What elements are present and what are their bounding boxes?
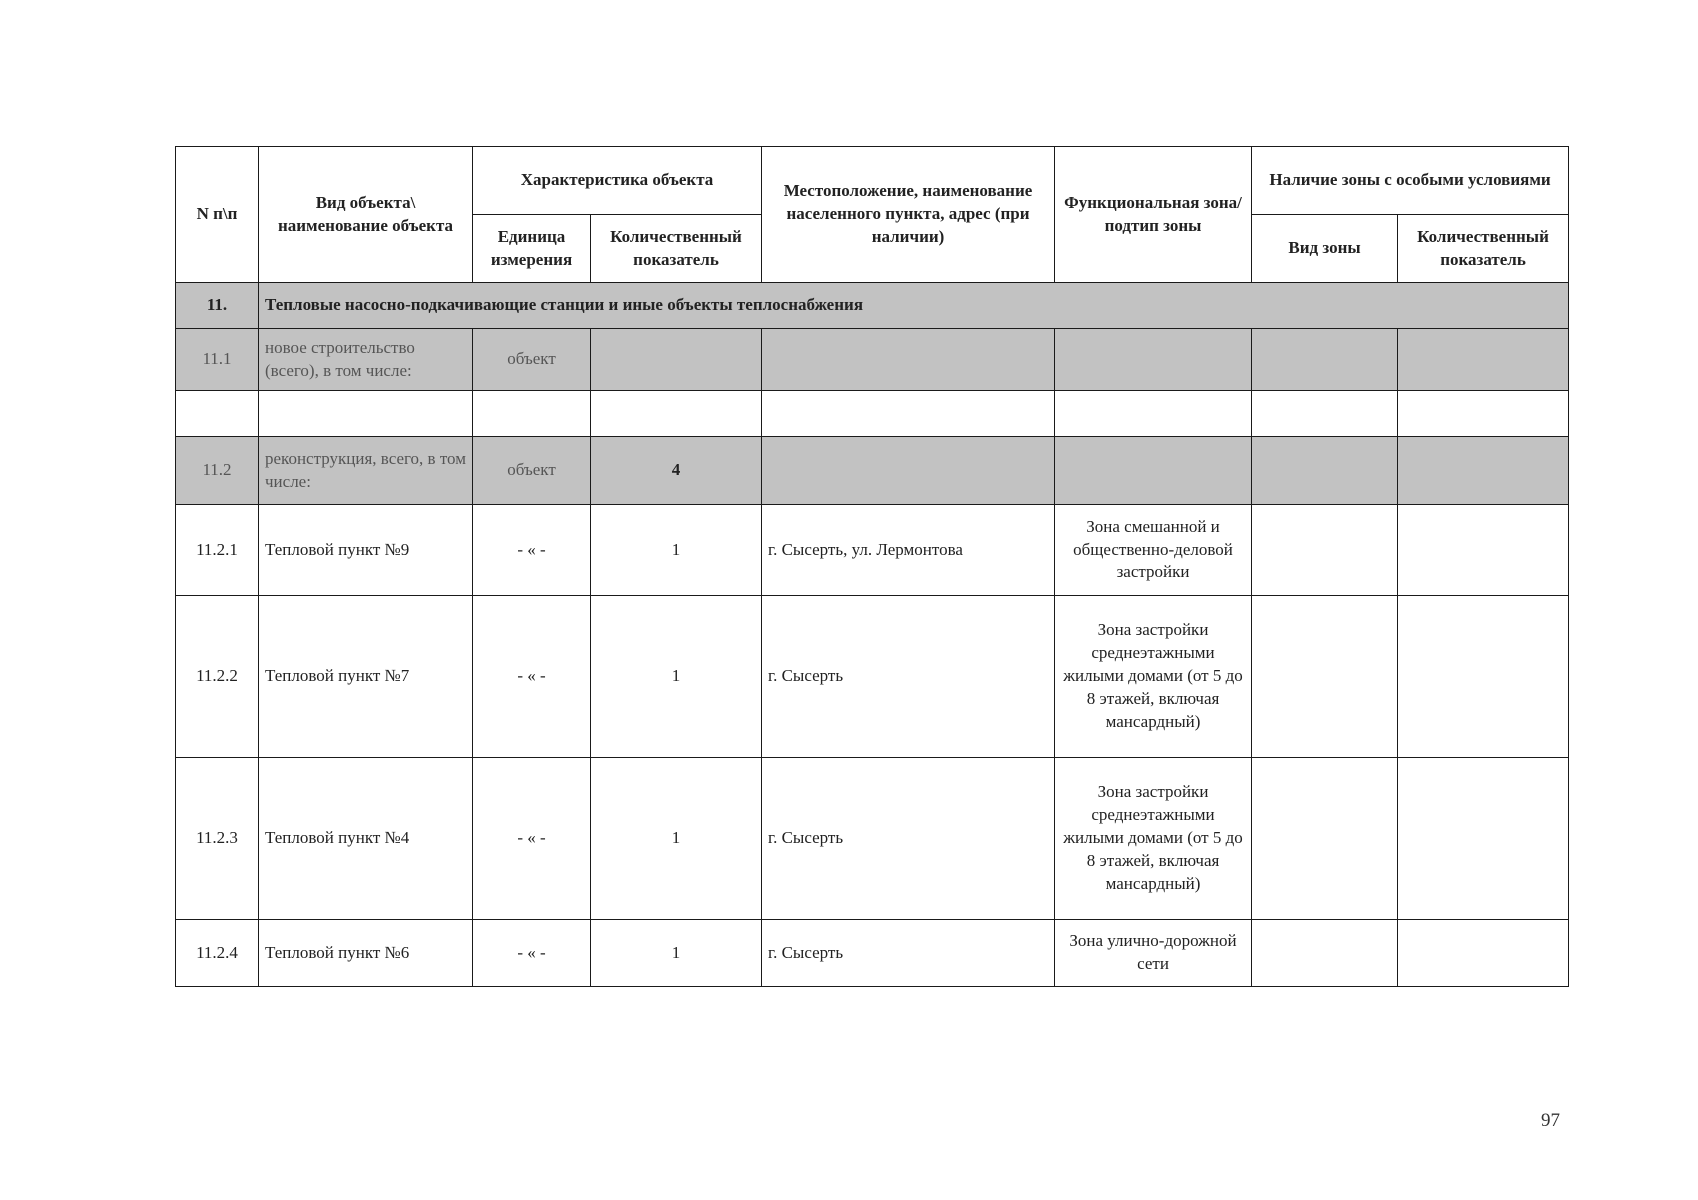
row-zone-type xyxy=(1252,505,1398,596)
row-zone-qty xyxy=(1398,920,1569,987)
row-name xyxy=(259,391,473,437)
row-unit: - « - xyxy=(473,596,591,758)
header-zone-quantity: Количественный показатель xyxy=(1398,215,1569,283)
row-zone xyxy=(1055,329,1252,391)
header-zone-type: Вид зоны xyxy=(1252,215,1398,283)
row-zone: Зона застройки среднеэтажными жилыми домами (от 5 до 8 этажей, включая мансардный) xyxy=(1055,596,1252,758)
header-object-characteristics: Характеристика объекта xyxy=(473,147,762,215)
section-num: 11. xyxy=(176,283,259,329)
objects-table xyxy=(175,146,1569,987)
row-num: 11.2 xyxy=(176,437,259,505)
row-unit: объект xyxy=(473,329,591,391)
row-zone xyxy=(1055,391,1252,437)
row-qty: 4 xyxy=(591,437,762,505)
row-qty: 1 xyxy=(591,596,762,758)
header-num: N п\п xyxy=(176,147,259,283)
row-location: г. Сысерть xyxy=(762,758,1055,920)
header-quantity: Количественный показатель xyxy=(591,215,762,283)
row-zone-qty xyxy=(1398,505,1569,596)
row-zone: Зона застройки среднеэтажными жилыми домами (от 5 до 8 этажей, включая мансардный) xyxy=(1055,758,1252,920)
table-row xyxy=(176,505,1569,596)
row-name: Тепловой пункт №6 xyxy=(259,920,473,987)
row-location: г. Сысерть xyxy=(762,596,1055,758)
row-qty: 1 xyxy=(591,758,762,920)
row-location xyxy=(762,437,1055,505)
row-unit xyxy=(473,391,591,437)
row-zone-qty xyxy=(1398,437,1569,505)
header-object-type: Вид объекта\ наименование объекта xyxy=(259,147,473,283)
row-location: г. Сысерть, ул. Лермонтова xyxy=(762,505,1055,596)
table-row xyxy=(176,758,1569,920)
row-num: 11.2.2 xyxy=(176,596,259,758)
row-location xyxy=(762,391,1055,437)
header-special-zone: Наличие зоны с особыми условиями xyxy=(1252,147,1569,215)
page-number: 97 xyxy=(1541,1110,1560,1131)
section-row xyxy=(176,283,1569,329)
row-unit: объект xyxy=(473,437,591,505)
table-row xyxy=(176,437,1569,505)
row-zone-type xyxy=(1252,329,1398,391)
table-row xyxy=(176,920,1569,987)
table-row xyxy=(176,596,1569,758)
row-num: 11.2.3 xyxy=(176,758,259,920)
table-row xyxy=(176,391,1569,437)
row-name: реконструкция, всего, в том числе: xyxy=(259,437,473,505)
row-zone: Зона улично-дорожной сети xyxy=(1055,920,1252,987)
row-zone-qty xyxy=(1398,596,1569,758)
row-qty xyxy=(591,391,762,437)
header-location: Местоположение, наименование населенного пункта, адрес (при наличии) xyxy=(762,147,1055,283)
row-zone-type xyxy=(1252,920,1398,987)
row-num xyxy=(176,391,259,437)
row-zone-qty xyxy=(1398,758,1569,920)
row-name: Тепловой пункт №4 xyxy=(259,758,473,920)
row-unit: - « - xyxy=(473,758,591,920)
row-zone-qty xyxy=(1398,391,1569,437)
row-zone-type xyxy=(1252,437,1398,505)
row-zone-type xyxy=(1252,391,1398,437)
row-qty: 1 xyxy=(591,920,762,987)
header-unit: Единица измерения xyxy=(473,215,591,283)
row-name: Тепловой пункт №9 xyxy=(259,505,473,596)
row-location: г. Сысерть xyxy=(762,920,1055,987)
row-name: Тепловой пункт №7 xyxy=(259,596,473,758)
row-qty: 1 xyxy=(591,505,762,596)
row-zone: Зона смешанной и общественно-деловой застройки xyxy=(1055,505,1252,596)
row-unit: - « - xyxy=(473,920,591,987)
section-title: Тепловые насосно-подкачивающие станции и иные объекты теплоснабжения xyxy=(259,283,1569,329)
table-row xyxy=(176,329,1569,391)
row-location xyxy=(762,329,1055,391)
row-zone-type xyxy=(1252,596,1398,758)
row-zone-qty xyxy=(1398,329,1569,391)
row-num: 11.2.4 xyxy=(176,920,259,987)
header-row-1 xyxy=(176,147,1569,215)
row-zone-type xyxy=(1252,758,1398,920)
row-unit: - « - xyxy=(473,505,591,596)
row-qty xyxy=(591,329,762,391)
row-num: 11.2.1 xyxy=(176,505,259,596)
row-zone xyxy=(1055,437,1252,505)
row-name: новое строительство (всего), в том числе: xyxy=(259,329,473,391)
header-functional-zone: Функциональная зона/ подтип зоны xyxy=(1055,147,1252,283)
row-num: 11.1 xyxy=(176,329,259,391)
